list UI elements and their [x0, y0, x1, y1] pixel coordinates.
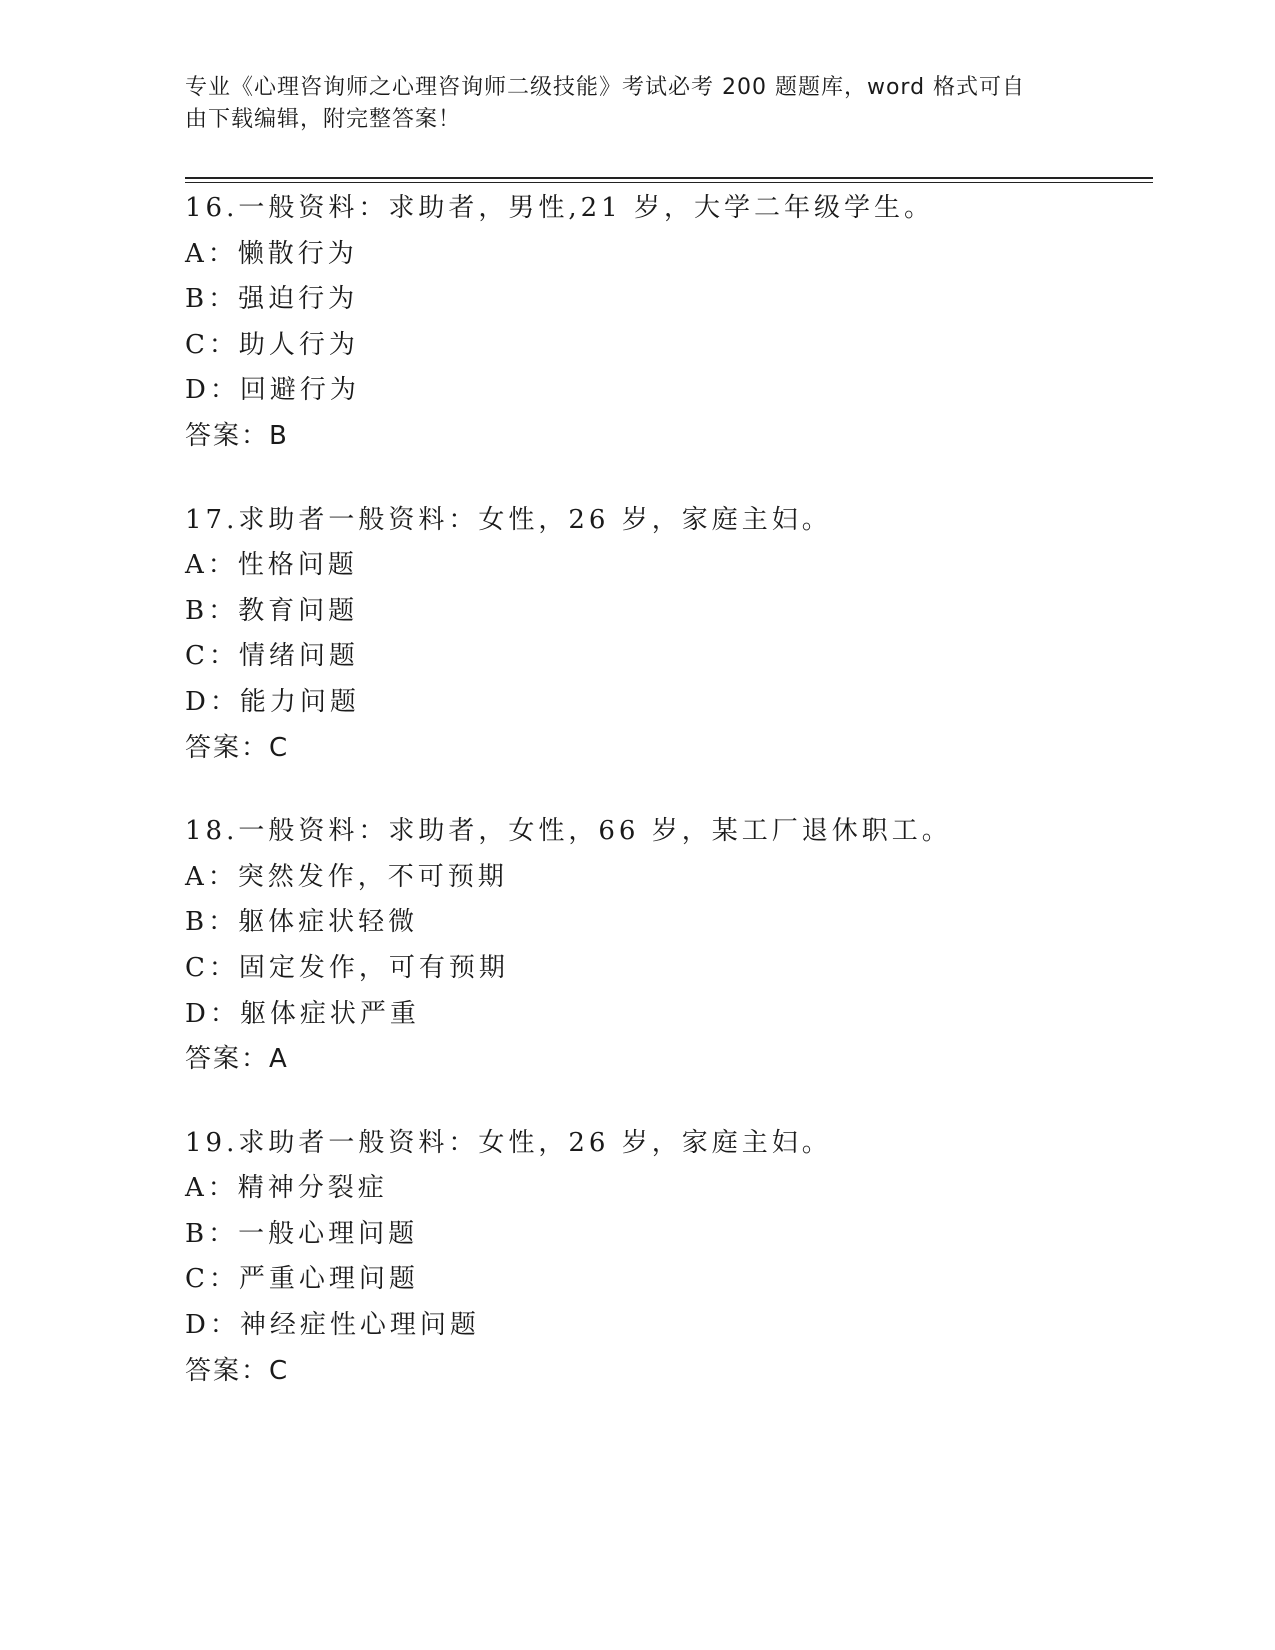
- question-17: [185, 498, 1145, 772]
- option-d: D：躯体症状严重: [185, 998, 420, 1029]
- document-header: [185, 72, 1085, 136]
- question-16: [185, 186, 1145, 460]
- option-c: C：情绪问题: [185, 641, 359, 672]
- answer: 答案：C: [185, 732, 290, 763]
- option-a: A：性格问题: [185, 550, 358, 581]
- option-b: B：教育问题: [185, 595, 359, 626]
- answer: 答案：A: [185, 1044, 289, 1075]
- option-b: B：躯体症状轻微: [185, 907, 419, 938]
- question-stem: 19.求助者一般资料：女性，26 岁，家庭主妇。: [185, 1127, 832, 1158]
- option-d: D：能力问题: [185, 686, 360, 717]
- option-d: D：神经症性心理问题: [185, 1310, 480, 1341]
- answer: 答案：B: [185, 420, 289, 451]
- header-line-1: 专业《心理咨询师之心理咨询师二级技能》考试必考 200 题题库，word 格式可自: [185, 75, 1026, 100]
- header-divider-thick: [185, 177, 1153, 179]
- question-stem: 16.一般资料：求助者，男性,21 岁，大学二年级学生。: [185, 193, 934, 223]
- question-stem: 17.求助者一般资料：女性，26 岁，家庭主妇。: [185, 504, 832, 535]
- question-list: [185, 186, 1145, 1432]
- option-d: D：回避行为: [185, 375, 360, 406]
- option-a: A：懒散行为: [185, 238, 358, 269]
- option-b: B：一般心理问题: [185, 1218, 419, 1249]
- header-divider-thin: [185, 182, 1153, 183]
- option-a: A：突然发作，不可预期: [185, 861, 508, 892]
- question-19: [185, 1121, 1145, 1395]
- answer: 答案：C: [185, 1355, 290, 1386]
- question-18: [185, 809, 1145, 1083]
- option-c: C：助人行为: [185, 329, 359, 360]
- header-line-2: 由下载编辑，附完整答案！: [185, 107, 462, 132]
- option-c: C：严重心理问题: [185, 1264, 419, 1295]
- question-stem: 18.一般资料：求助者，女性，66 岁，某工厂退休职工。: [185, 816, 952, 847]
- option-a: A：精神分裂症: [185, 1173, 388, 1204]
- option-b: B：强迫行为: [185, 284, 359, 315]
- option-c: C：固定发作，可有预期: [185, 952, 509, 983]
